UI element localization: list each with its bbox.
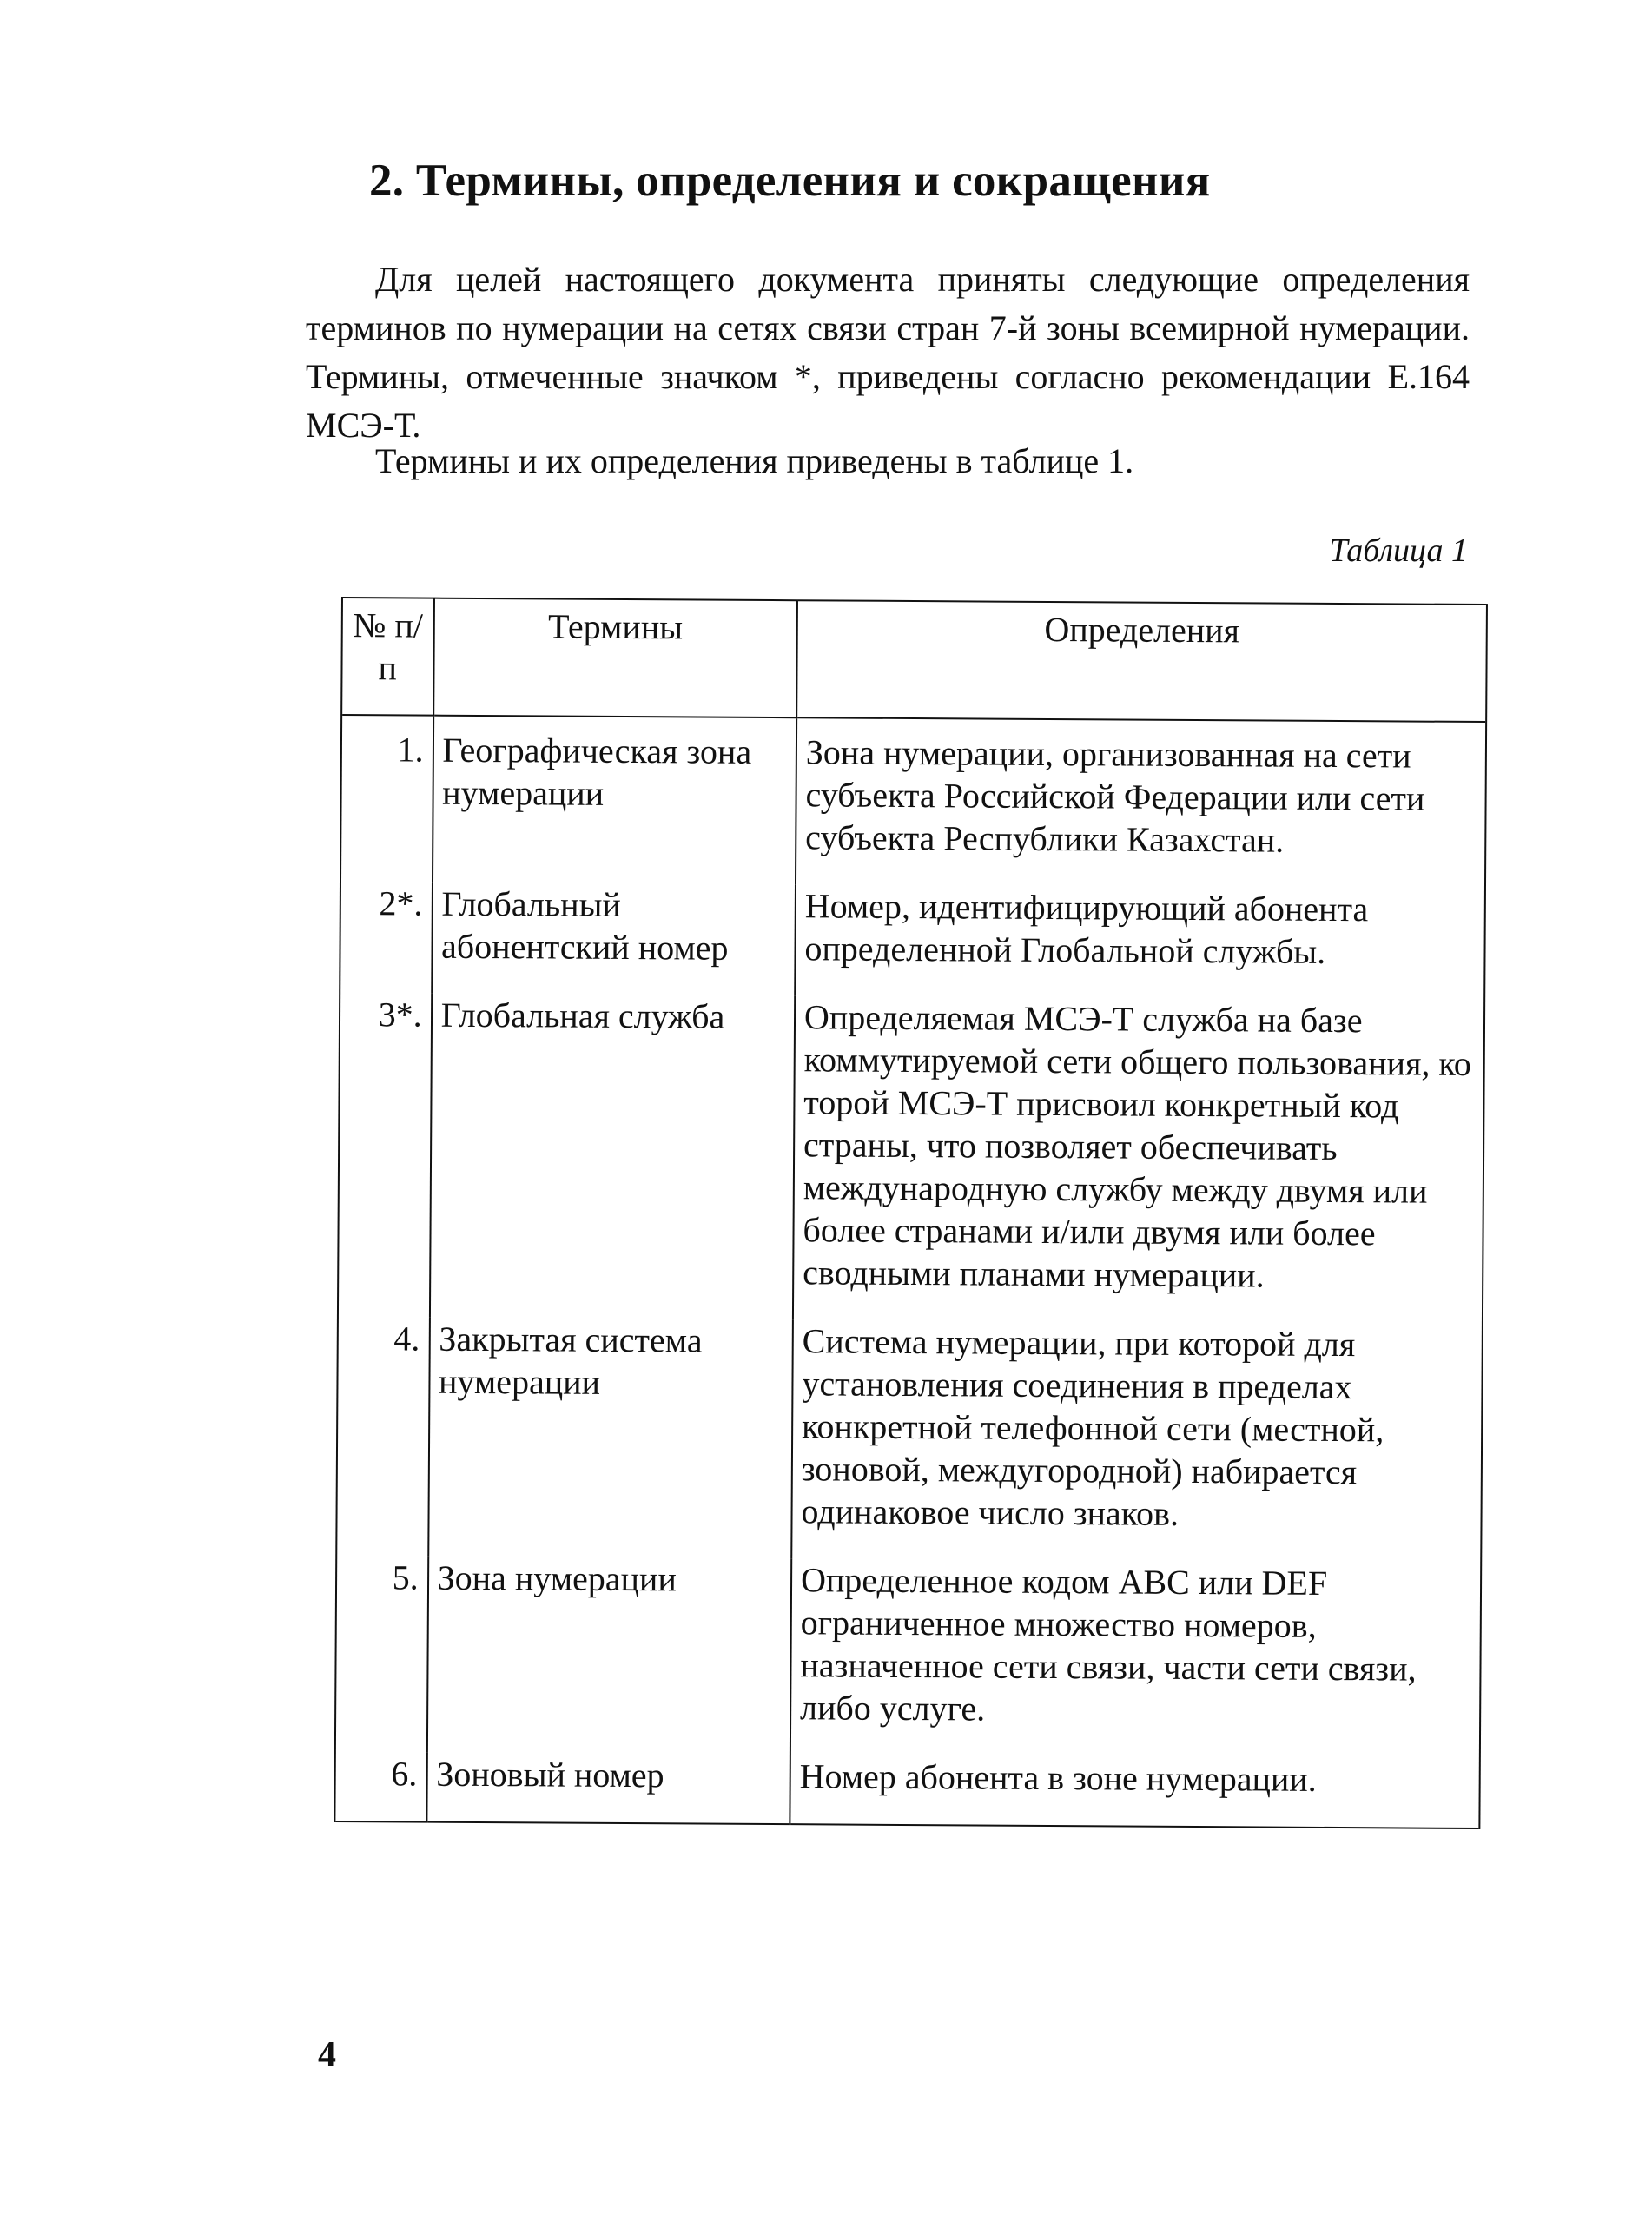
table-row	[334, 1752, 1479, 1828]
table-row	[340, 882, 1485, 1000]
header-definition: Определения	[796, 600, 1487, 722]
row-num: 2*.	[340, 882, 432, 994]
row-definition: Система нумерации, при которой для установления соединения в пределах конкретной телефонной сети (местной, зоновой, междугородной) набирается одинаковое число знаков.	[791, 1319, 1483, 1563]
row-definition: Определяемая МСЭ-Т служба на базе коммутируемой сети общего пользования, ко торой МСЭ-Т присвоил конкретный код страны, что позволяет обеспечивать международную службу между двумя или более странами и/или двумя или более сводными планами нумерации.	[793, 995, 1484, 1324]
header-term: Термины	[433, 598, 797, 718]
table-reference-paragraph: Термины и их определения приведены в таблице 1.	[375, 441, 1134, 480]
table-row	[335, 1556, 1481, 1759]
row-num: 4.	[336, 1317, 429, 1557]
row-term: Глобальный абонентский номер	[432, 883, 796, 996]
row-term: Закрытая система нумерации	[428, 1318, 793, 1559]
row-term: Зоновый номер	[426, 1753, 790, 1825]
row-definition: Номер, идентифицирующий абонента определенной Глобальной службы.	[795, 884, 1485, 1000]
row-num: 6.	[334, 1752, 426, 1822]
row-term: Глобальная служба	[430, 994, 796, 1320]
table-row	[340, 715, 1486, 889]
table-row	[336, 1317, 1483, 1563]
row-definition: Определенное кодом ABC или DEF ограниченное множество номеров, назначенное сети связи, части сети связи, либо услуге.	[790, 1558, 1481, 1759]
terms-table	[334, 597, 1488, 1829]
row-term: Географическая зона нумерации	[433, 716, 797, 885]
row-num: 1.	[340, 715, 433, 883]
row-definition: Зона нумерации, организованная на сети субъекта Российской Федерации или сети субъекта Республики Казахстан.	[796, 717, 1486, 889]
section-title: 2. Термины, определения и сокращения	[369, 155, 1211, 206]
row-definition: Номер абонента в зоне нумерации.	[790, 1755, 1480, 1828]
page-number: 4	[318, 2035, 336, 2075]
table-row	[338, 993, 1484, 1324]
row-num: 5.	[335, 1556, 428, 1753]
intro-paragraph: Для целей настоящего документа приняты следующие определения терминов по нумерации на сетях связи стран 7-й зоны всемирной нумерации. Термины, отмеченные значком *, приведены согласно рекомендации Е.164 МСЭ-Т.	[306, 260, 1470, 445]
row-term: Зона нумерации	[426, 1557, 791, 1755]
header-num: № п/п	[341, 598, 433, 716]
table-caption: Таблица 1	[1329, 532, 1468, 569]
table-header-row	[341, 598, 1487, 722]
row-num: 3*.	[338, 993, 432, 1318]
